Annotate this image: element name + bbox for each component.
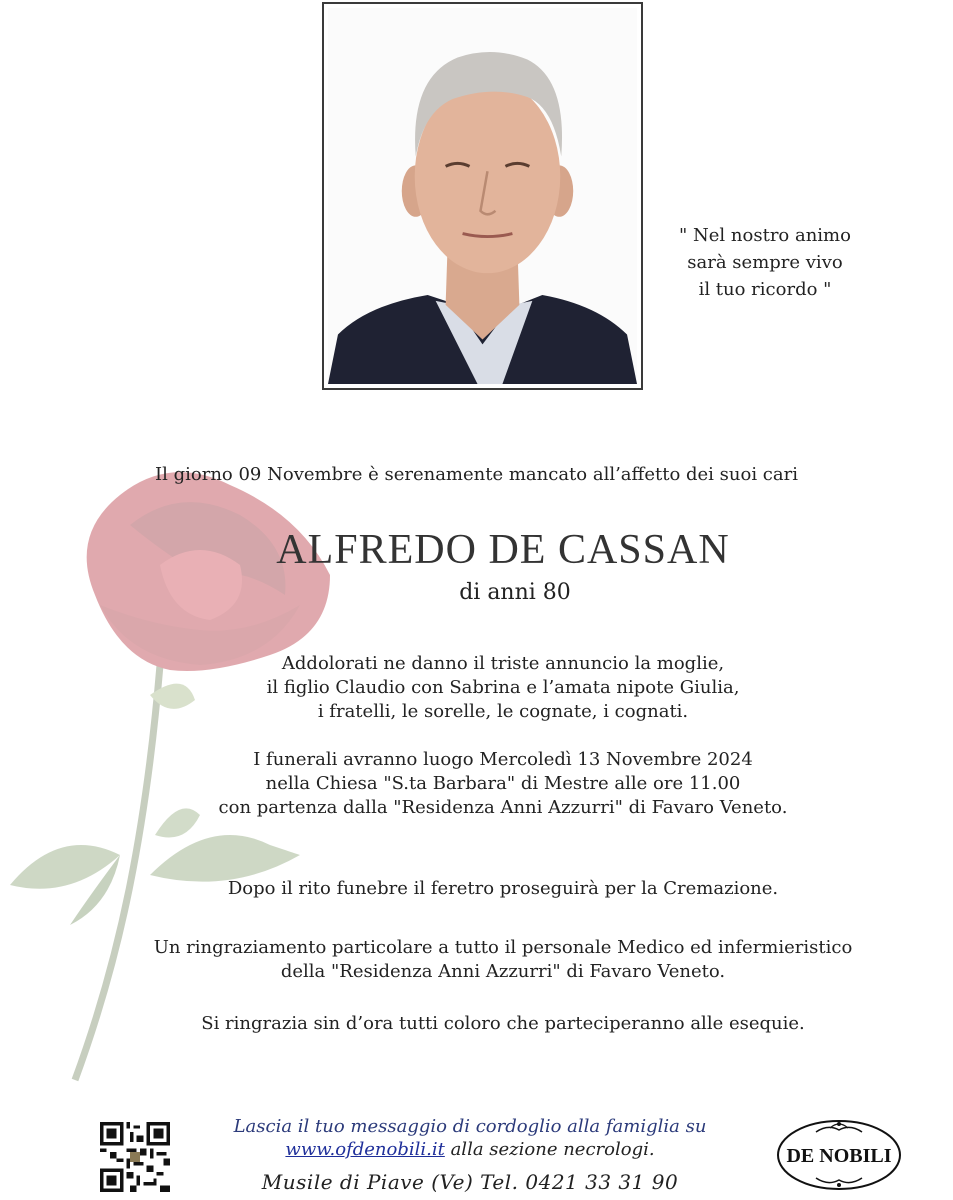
cremation-note: Dopo il rito funebre il feretro proseguirà per la Cremazione. [227, 878, 779, 899]
funeral-line: con partenza dalla "Residenza Anni Azzurri" di Favaro Veneto. [218, 797, 788, 818]
deceased-age: di anni 80 [459, 580, 571, 605]
de-nobili-logo [776, 1118, 902, 1192]
portrait-frame [322, 2, 643, 390]
closing-note: Si ringrazia sin d’ora tutti coloro che parteciperanno alle esequie. [201, 1013, 805, 1034]
thanks-line: Un ringraziamento particolare a tutto il personale Medico ed infermieristico [153, 937, 853, 958]
contact-info: Musile di Piave (Ve) Tel. 0421 33 31 90 [261, 1170, 679, 1194]
mourners-block [0, 652, 953, 724]
quote-line-1: " Nel nostro animo [679, 225, 851, 246]
funeral-details [0, 748, 953, 820]
qr-code-icon[interactable] [100, 1122, 170, 1192]
funeral-line: nella Chiesa "S.ta Barbara" di Mestre alle ore 11.00 [265, 773, 741, 794]
memorial-quote [660, 222, 870, 303]
portrait-photo [328, 8, 637, 384]
mourners-line: il figlio Claudio con Sabrina e l’amata nipote Giulia, [266, 677, 740, 698]
mourners-line: Addolorati ne danno il triste annuncio la moglie, [281, 653, 725, 674]
condolence-message: Lascia il tuo messaggio di cordoglio alla famiglia su [233, 1116, 707, 1137]
quote-line-2: sarà sempre vivo [687, 252, 843, 273]
website-link-suffix: alla sezione necrologi. [450, 1139, 655, 1160]
funeral-line: I funerali avranno luogo Mercoledì 13 Novembre 2024 [253, 749, 753, 770]
logo-text: DE NOBILI [786, 1145, 892, 1167]
condolence-link-line [210, 1139, 730, 1160]
deceased-name: ALFREDO DE CASSAN [276, 527, 730, 573]
website-link[interactable]: www.ofdenobili.it [285, 1139, 445, 1160]
thanks-block [0, 936, 953, 984]
quote-line-3: il tuo ricordo " [698, 279, 832, 300]
death-announcement-intro: Il giorno 09 Novembre è serenamente mancato all’affetto dei suoi cari [155, 464, 798, 485]
mourners-line: i fratelli, le sorelle, le cognate, i cognati. [317, 701, 689, 722]
thanks-line: della "Residenza Anni Azzurri" di Favaro Veneto. [280, 961, 726, 982]
